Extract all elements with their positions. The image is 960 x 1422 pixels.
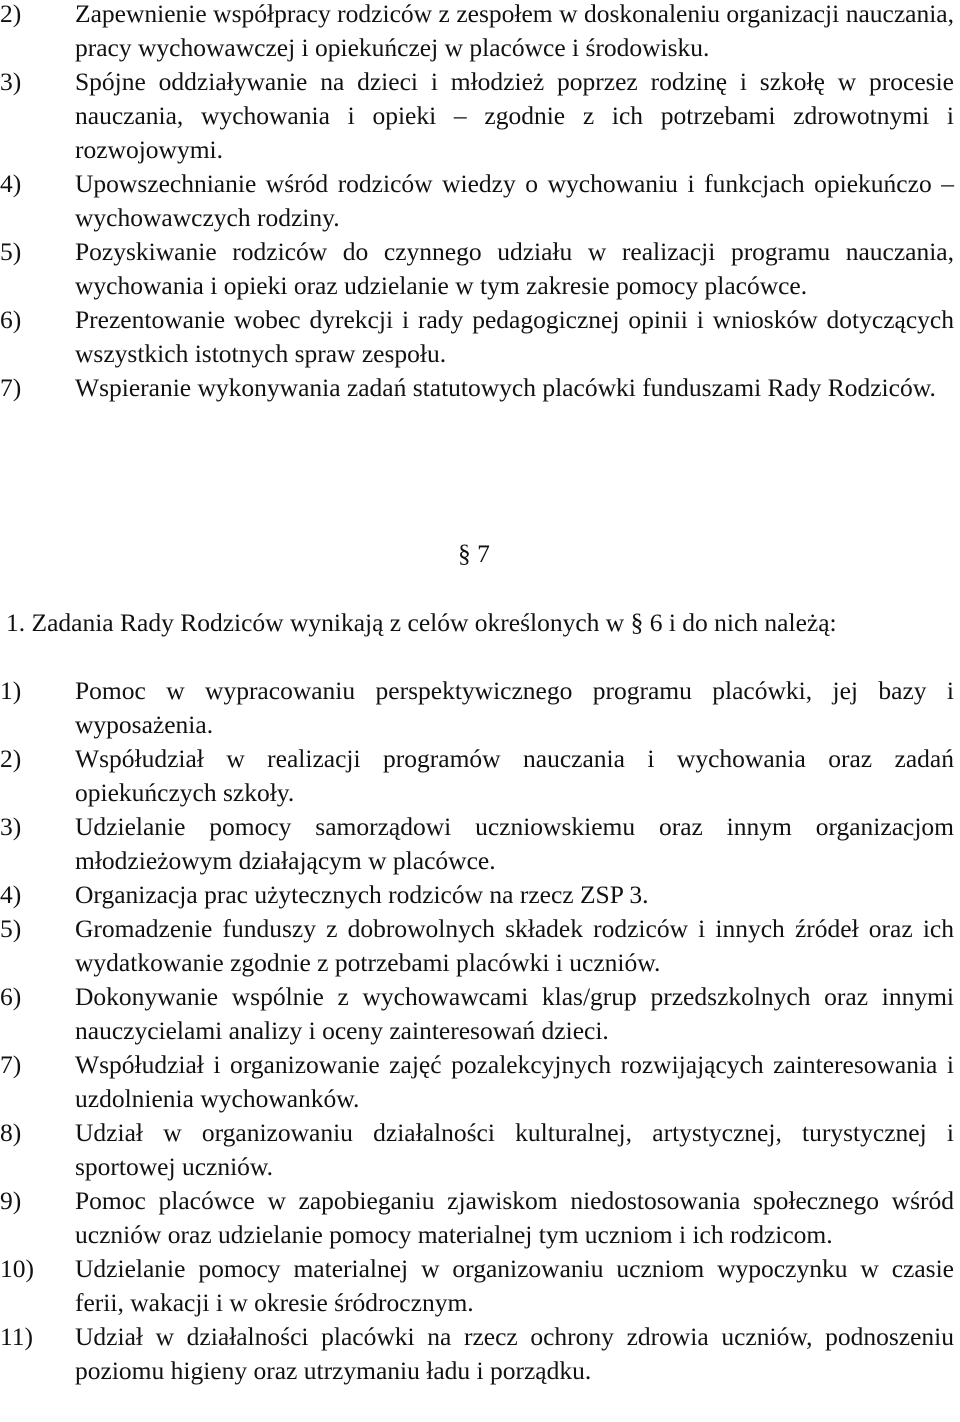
list-item-number: 9) <box>0 1186 22 1215</box>
list-item <box>0 235 960 303</box>
list-item-text: Udział w działalności placówki na rzecz ochrony zdrowia uczniów, podnoszeniu poziomu higieny oraz utrzymaniu ładu i porządku. <box>75 1322 954 1385</box>
list-item <box>0 742 960 810</box>
list-item-text: Współudział w realizacji programów nauczania i wychowania oraz zadań opiekuńczych szkoły. <box>75 744 954 807</box>
list-item <box>0 674 960 742</box>
list-item-text: Gromadzenie funduszy z dobrowolnych składek rodziców i innych źródeł oraz ich wydatkowanie zgodnie z potrzebami placówki i uczniów. <box>75 914 954 977</box>
list-item <box>0 980 960 1048</box>
list-item-number: 4) <box>0 880 22 909</box>
section-intro-paragraph: 1. Zadania Rady Rodziców wynikają z celów określonych w § 6 i do nich należą: <box>6 608 837 637</box>
list-item-number: 5) <box>0 914 22 943</box>
list-item-text: Współudział i organizowanie zajęć pozalekcyjnych rozwijających zainteresowania i uzdolnienia wychowanków. <box>75 1050 954 1113</box>
list-item <box>0 1048 960 1116</box>
list-item-number: 7) <box>0 373 22 402</box>
list-item-number: 3) <box>0 67 22 96</box>
list-item-text: Organizacja prac użytecznych rodziców na rzecz ZSP 3. <box>75 880 649 909</box>
list-item-text: Upowszechnianie wśród rodziców wiedzy o wychowaniu i funkcjach opiekuńczo – wychowawczych rodziny. <box>75 169 954 232</box>
list-item-text: Pomoc placówce w zapobieganiu zjawiskom niedostosowania społecznego wśród uczniów oraz udzielanie pomocy materialnej tym uczniom i ich rodzicom. <box>75 1186 954 1249</box>
tasks-list <box>0 674 960 1388</box>
list-item <box>0 0 960 65</box>
list-item <box>0 303 960 371</box>
list-item <box>0 912 960 980</box>
list-item-number: 3) <box>0 812 22 841</box>
list-item-number: 4) <box>0 169 22 198</box>
section-heading: § 7 <box>458 539 490 568</box>
list-item <box>0 1184 960 1252</box>
list-item-number: 6) <box>0 305 22 334</box>
list-item-text: Zapewnienie współpracy rodziców z zespołem w doskonaleniu organizacji nauczania, pracy wychowawczej i opiekuńczej w placówce i środowisku. <box>75 0 954 62</box>
list-item-number: 8) <box>0 1118 22 1147</box>
list-item-number: 2) <box>0 0 22 28</box>
list-item <box>0 1320 960 1388</box>
list-item-text: Udzielanie pomocy materialnej w organizowaniu uczniom wypoczynku w czasie ferii, wakacji i w okresie śródrocznym. <box>75 1254 954 1317</box>
list-item-number: 11) <box>0 1322 34 1351</box>
list-item <box>0 167 960 235</box>
list-item-text: Pomoc w wypracowaniu perspektywicznego programu placówki, jej bazy i wyposażenia. <box>75 676 954 739</box>
list-item-text: Wspieranie wykonywania zadań statutowych placówki funduszami Rady Rodziców. <box>75 373 936 402</box>
list-item-text: Udzielanie pomocy samorządowi uczniowskiemu oraz innym organizacjom młodzieżowym działającym w placówce. <box>75 812 954 875</box>
list-item-number: 2) <box>0 744 22 773</box>
list-item-number: 5) <box>0 237 22 266</box>
list-item-number: 7) <box>0 1050 22 1079</box>
list-item-number: 10) <box>0 1254 34 1283</box>
list-item-number: 6) <box>0 982 22 1011</box>
list-item <box>0 65 960 167</box>
goals-list <box>0 0 960 405</box>
list-item <box>0 878 960 912</box>
list-item <box>0 810 960 878</box>
list-item-number: 1) <box>0 676 22 705</box>
list-item <box>0 371 960 405</box>
list-item-text: Prezentowanie wobec dyrekcji i rady pedagogicznej opinii i wniosków dotyczących wszystkich istotnych spraw zespołu. <box>75 305 954 368</box>
list-item <box>0 1116 960 1184</box>
list-item-text: Dokonywanie wspólnie z wychowawcami klas/grup przedszkolnych oraz innymi nauczycielami analizy i oceny zainteresowań dzieci. <box>75 982 954 1045</box>
list-item-text: Spójne oddziaływanie na dzieci i młodzież poprzez rodzinę i szkołę w procesie nauczania, wychowania i opieki – zgodnie z ich potrzebami zdrowotnymi i rozwojowymi. <box>75 67 954 164</box>
list-item-text: Udział w organizowaniu działalności kulturalnej, artystycznej, turystycznej i sportowej uczniów. <box>75 1118 954 1181</box>
list-item-text: Pozyskiwanie rodziców do czynnego udziału w realizacji programu nauczania, wychowania i opieki oraz udzielanie w tym zakresie pomocy placówce. <box>75 237 954 300</box>
list-item <box>0 1252 960 1320</box>
